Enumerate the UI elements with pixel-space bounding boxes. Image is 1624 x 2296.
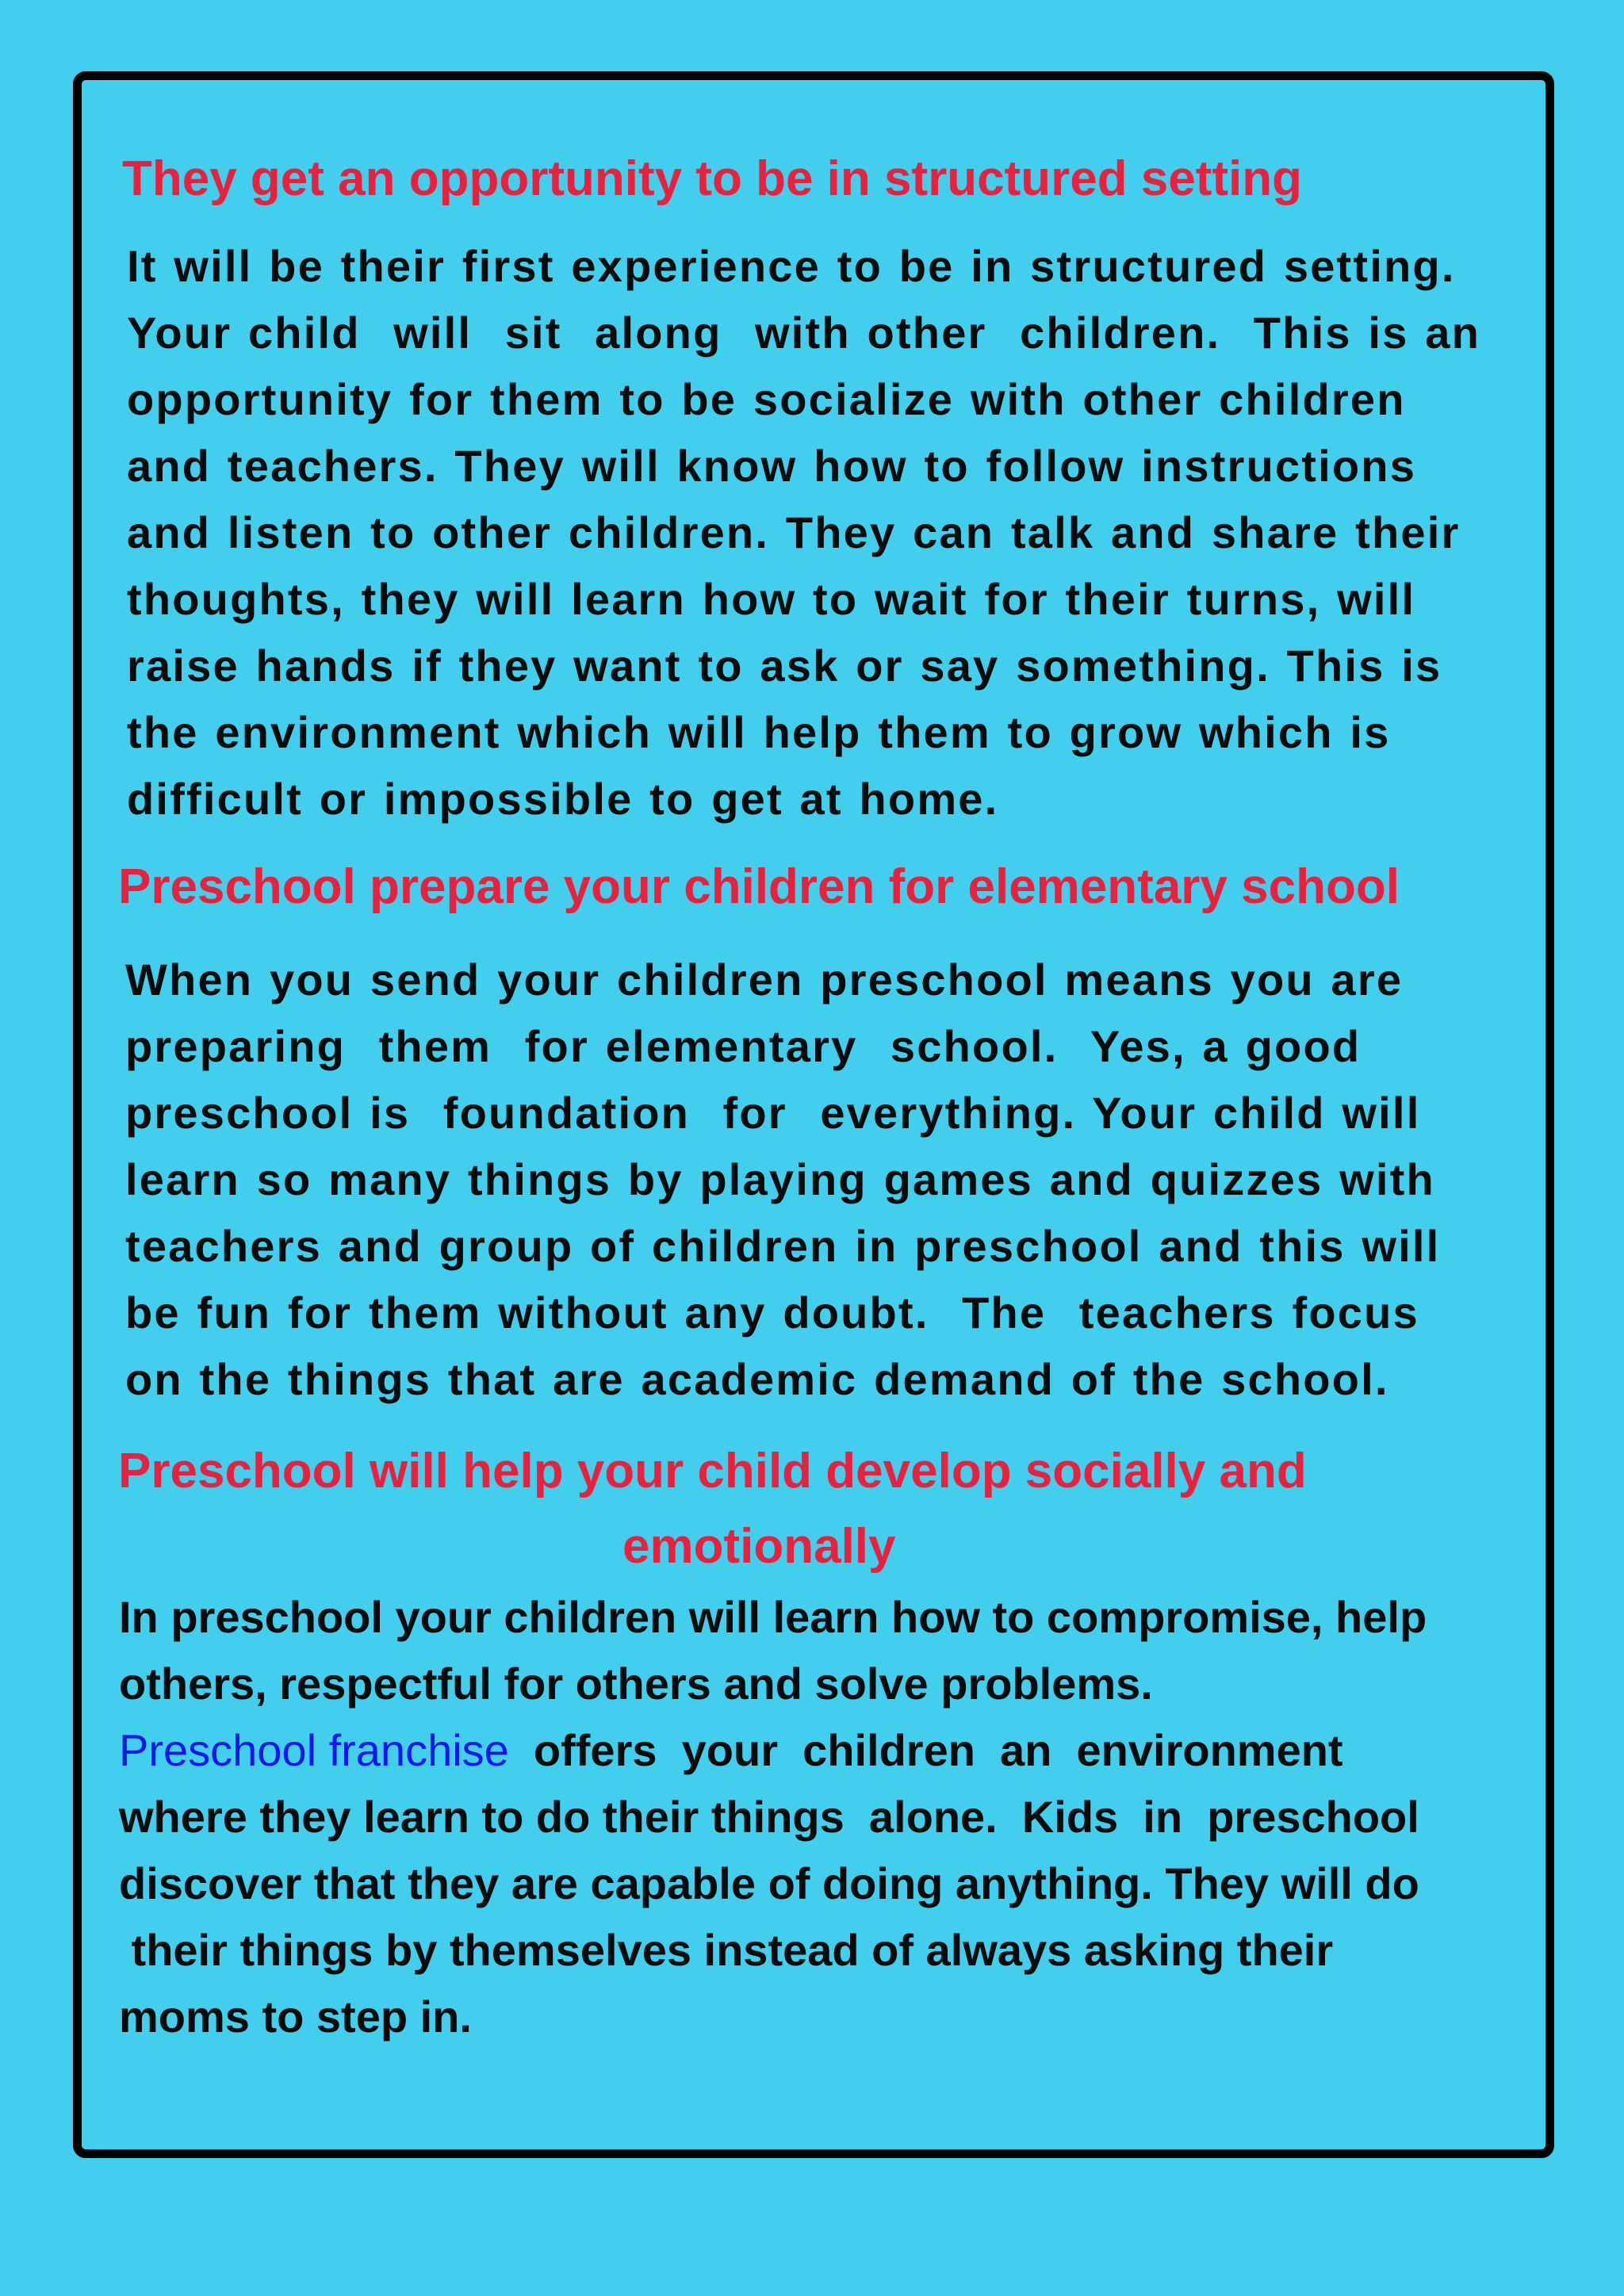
paragraph-line: thoughts, they will learn how to wait for their turns, will [127,574,1416,624]
paragraph-line: It will be their first experience to be in structured setting. [127,241,1456,291]
paragraph-line: opportunity for them to be socialize with other children [127,374,1406,424]
paragraph-line-with-link [119,1717,1427,1784]
preschool-franchise-link[interactable]: Preschool franchise [119,1725,509,1775]
paragraph-line: where they learn to do their things alone. Kids in preschool [119,1792,1419,1842]
paragraph-line: Your child will sit along with other children. This is an [127,308,1481,358]
paragraph-line: teachers and group of children in preschool and this will [125,1221,1441,1271]
paragraph-line: preschool is foundation for everything. Your child will [125,1088,1421,1138]
paragraph-line: When you send your children preschool means you are [125,955,1404,1004]
paragraph-line: moms to step in. [119,1992,472,2042]
paragraph-line: be fun for them without any doubt. The teachers focus [125,1288,1419,1337]
link-line-continuation: offers your children an environment [508,1725,1343,1775]
section-2-paragraph [125,947,1440,1413]
paragraph-line: difficult or impossible to get at home. [127,774,999,824]
paragraph-line: and teachers. They will know how to follow instructions [127,441,1417,491]
paragraph-line: learn so many things by playing games and quizzes with [125,1154,1435,1204]
paragraph-line: the environment which will help them to grow which is [127,707,1391,757]
paragraph-line: and listen to other children. They can talk and share their [127,507,1461,557]
paragraph-line: discover that they are capable of doing anything. They will do [119,1858,1419,1908]
section-1-paragraph [127,233,1480,832]
section-2-heading: Preschool prepare your children for elementary school [118,859,1400,914]
paragraph-line: on the things that are academic demand of the school. [125,1354,1389,1404]
paragraph-line: their things by themselves instead of always asking their [119,1925,1334,1975]
section-3-heading: Preschool will help your child develop socially and [118,1444,1307,1498]
paragraph-line: raise hands if they want to ask or say something. This is [127,641,1442,691]
paragraph-line: preparing them for elementary school. Yes, a good [125,1021,1362,1071]
paragraph-line: In preschool your children will learn how to compromise, help [119,1592,1427,1642]
section-1-heading: They get an opportunity to be in structured setting [122,151,1303,206]
section-3-paragraph [119,1584,1427,2050]
paragraph-line: others, respectful for others and solve problems. [119,1659,1153,1709]
section-3-heading-continued: emotionally [622,1519,896,1574]
